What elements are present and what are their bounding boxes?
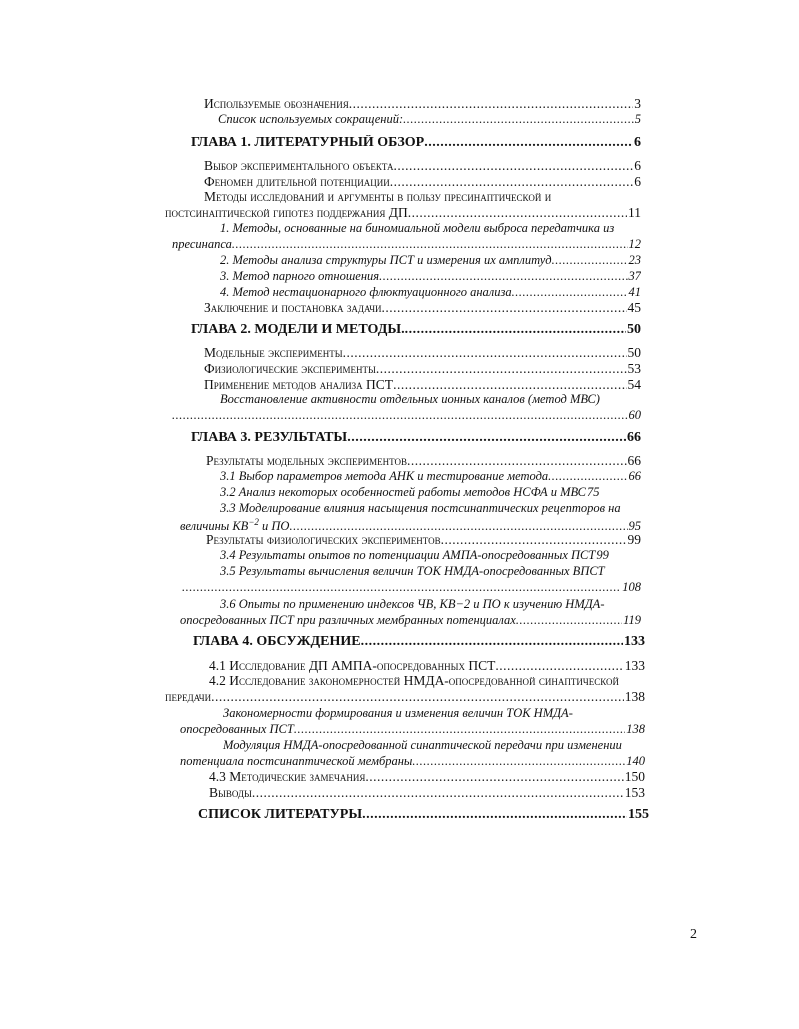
toc-chapter: [191, 322, 641, 338]
toc-entry-page: 66: [627, 430, 641, 445]
toc-leader: [548, 469, 627, 484]
toc-entry-line: Методы исследований и аргументы в пользу пресинаптической и: [204, 189, 552, 204]
toc-entry-line: 1. Методы, основанные на биномиальной модели выброса передатчика из: [220, 221, 615, 235]
toc-entry-page: 23: [628, 253, 641, 267]
toc-chapter: [193, 634, 645, 650]
toc-entry-page: 12: [628, 237, 641, 251]
toc-entry-line: 3.5 Результаты вычисления величин ТОК НМДА-опосредованных ВПСТ: [220, 564, 605, 578]
toc-entry-title: Физиологические эксперименты: [204, 361, 376, 376]
toc-entry-title: Феномен длительной потенциации: [204, 174, 390, 189]
toc-entry-page: 6: [634, 174, 641, 189]
toc-entry-page: 133: [624, 658, 645, 673]
toc-leader: [441, 532, 627, 548]
toc-entry-title: Заключение и постановка задачи: [204, 300, 382, 315]
toc-entry: [209, 785, 645, 801]
toc-entry-title: Результаты физиологических экспериментов: [206, 532, 441, 547]
toc-entry-title: пресинапса: [172, 237, 232, 251]
toc-entry-page: 138: [624, 689, 645, 704]
toc-chapter-title: ГЛАВА 2. МОДЕЛИ И МЕТОДЫ.: [191, 322, 405, 337]
toc-entry-title: постсинаптической гипотез поддержания ДП: [165, 205, 408, 220]
toc-entry: [172, 237, 641, 252]
toc-entry-page: 37: [628, 269, 641, 283]
toc-leader: [347, 430, 626, 446]
toc-chapter: [191, 135, 641, 151]
toc-entry-title: Выводы: [209, 785, 252, 800]
toc-entry-page: 11: [628, 205, 641, 220]
toc-entry: [204, 96, 641, 112]
toc-leader: [407, 453, 626, 469]
toc-entry-page: 50: [627, 322, 641, 337]
toc-entry-line: Закономерности формирования и изменения величин ТОК НМДА-: [223, 706, 573, 720]
toc-entry-page: 5: [634, 112, 641, 126]
toc-entry-line: Восстановление активности отдельных ионных каналов (метод МВС): [220, 392, 600, 406]
toc-entry-line: 3.3 Моделирование влияния насыщения постсинаптических рецепторов на: [220, 501, 621, 515]
toc-leader: [182, 580, 621, 595]
toc-entry: [206, 532, 641, 548]
toc-leader: [424, 135, 633, 151]
toc-leader: [362, 807, 627, 823]
toc-leader: [495, 658, 623, 674]
toc-leader: [294, 722, 625, 737]
toc-entry-title: передачи: [165, 689, 212, 704]
toc-entry-title: 3.2 Анализ некоторых особенностей работы методов НСФА и МВС: [220, 485, 586, 499]
toc-entry: [172, 408, 641, 423]
toc-entry: [220, 253, 641, 268]
toc-entry: [220, 469, 641, 484]
toc-entry-line: 4.2 Исследование закономерностей НМДА-опосредованной синаптической: [209, 673, 619, 688]
toc-chapter: [191, 430, 641, 446]
toc-entry: [204, 377, 641, 393]
toc-entry-title: 4.3 Методические замечания: [209, 769, 366, 784]
toc-entry-title: 4. Метод нестационарного флюктуационного анализа: [220, 285, 512, 299]
toc-entry: [209, 769, 645, 785]
toc-entry-page: 66: [627, 453, 641, 468]
toc-entry-page: 3: [634, 96, 641, 111]
toc-leader: [408, 205, 627, 221]
toc-leader: [361, 634, 623, 650]
toc-leader: [552, 253, 628, 268]
toc-entry: [220, 548, 650, 563]
toc-entry-line: 3.6 Опыты по применению индексов ЧВ, КВ−2 и ПО к изучению НМДА-: [220, 597, 605, 611]
toc-leader: [343, 345, 627, 361]
toc-leader: [232, 237, 628, 252]
toc-entry-page: 6: [634, 158, 641, 173]
toc-entry: [165, 689, 645, 705]
toc-entry: [204, 158, 641, 174]
toc-leader: [390, 174, 633, 190]
toc-entry-title: 2. Методы анализа структуры ПСТ и измерения их амплитуд: [220, 253, 552, 267]
toc-leader: [516, 613, 622, 628]
toc-leader: [393, 377, 626, 393]
toc-entry-text: и ПО: [258, 519, 290, 534]
toc-entry-title: 3.4 Результаты опытов по потенциации АМПА-опосредованных ПСТ: [220, 548, 596, 562]
toc-entry-page: 108: [622, 580, 641, 594]
toc-entry-title: опосредованных ПСТ при различных мембранных потенциалах: [180, 613, 516, 627]
toc-entry-page: 133: [624, 634, 645, 649]
toc-entry: [182, 580, 641, 595]
toc-entry: [220, 485, 650, 500]
toc-leader: [382, 300, 627, 316]
toc-entry-page: 99: [627, 532, 641, 547]
toc-entry-page: 6: [634, 135, 641, 150]
toc-entry-title: Выбор экспериментального объекта: [204, 158, 394, 173]
toc-entry-page: 45: [627, 300, 641, 315]
toc-entry-page: 99: [596, 548, 609, 562]
toc-leader: [252, 785, 624, 801]
toc-leader: [393, 158, 633, 174]
toc-leader: [172, 408, 628, 423]
toc-entry-title: Применение методов анализа ПСТ: [204, 377, 394, 392]
toc-leader: [379, 269, 627, 284]
toc-entry: [204, 361, 641, 377]
toc-leader: [405, 322, 626, 338]
toc-entry-title: Используемые обозначения: [204, 96, 349, 111]
toc-entry-page: 60: [628, 408, 641, 422]
toc-entry-page: 140: [626, 754, 645, 768]
toc-entry-title: потенциала постсинаптической мембраны: [180, 754, 413, 768]
toc-entry-page: 50: [627, 345, 641, 360]
toc-entry: [206, 453, 641, 469]
toc-entry-page: 150: [624, 769, 645, 784]
toc-entry-title: Модельные эксперименты: [204, 345, 343, 360]
toc-entry-page: 54: [627, 377, 641, 392]
toc-leader: [365, 769, 623, 785]
toc-entry: [220, 269, 641, 284]
toc-entry-page: 138: [626, 722, 645, 736]
toc-entry-title: Результаты модельных экспериментов: [206, 453, 408, 468]
toc-entry: [204, 300, 641, 316]
toc-leader: [412, 754, 625, 769]
toc-entry-text: величины КВ: [180, 519, 249, 534]
toc-entry-page: 66: [628, 469, 641, 483]
toc-chapter-title: ГЛАВА 4. ОБСУЖДЕНИЕ: [193, 634, 361, 649]
toc-entry-page: 155: [628, 807, 649, 822]
toc-entry: [220, 285, 641, 300]
superscript: −2: [248, 517, 259, 527]
toc-chapter-title: ГЛАВА 1. ЛИТЕРАТУРНЫЙ ОБЗОР: [191, 135, 425, 150]
toc-entry-page: 53: [627, 361, 641, 376]
toc-entry: [204, 345, 641, 361]
toc-entry-title: опосредованных ПСТ: [180, 722, 294, 736]
toc-entry-page: 95: [628, 519, 641, 534]
toc-entry-title: 4.1 Исследование ДП АМПА-опосредованных ПСТ: [209, 658, 496, 673]
toc-entry-title: 3. Метод парного отношения: [220, 269, 380, 283]
toc-entry: [209, 658, 645, 674]
toc-entry-line: Модуляция НМДА-опосредованной синаптической передачи при изменении: [223, 738, 622, 752]
toc-entry: [180, 722, 645, 737]
toc-chapter-title: ГЛАВА 3. РЕЗУЛЬТАТЫ: [191, 430, 348, 445]
toc-entry-page: 75: [586, 485, 600, 499]
toc-leader: [376, 361, 627, 377]
toc-entry: [218, 112, 641, 127]
toc-leader: [211, 689, 624, 705]
page-number: 2: [690, 927, 697, 942]
toc-leader: [403, 112, 634, 127]
toc-chapter: [198, 807, 649, 823]
toc-leader: [512, 285, 628, 300]
toc-entry-title: Список используемых сокращений:: [218, 112, 404, 126]
toc-entry-page: 153: [624, 785, 645, 800]
toc-entry-title: 3.1 Выбор параметров метода АНК и тестирование метода: [220, 469, 549, 483]
toc-entry: [180, 613, 641, 628]
toc-entry: [204, 174, 641, 190]
toc-entry: [165, 205, 641, 221]
toc-entry-page: 119: [623, 613, 641, 627]
toc-chapter-title: СПИСОК ЛИТЕРАТУРЫ: [198, 807, 363, 822]
toc-entry: [180, 754, 645, 769]
toc-entry-page: 41: [628, 285, 641, 299]
toc-leader: [349, 96, 634, 112]
